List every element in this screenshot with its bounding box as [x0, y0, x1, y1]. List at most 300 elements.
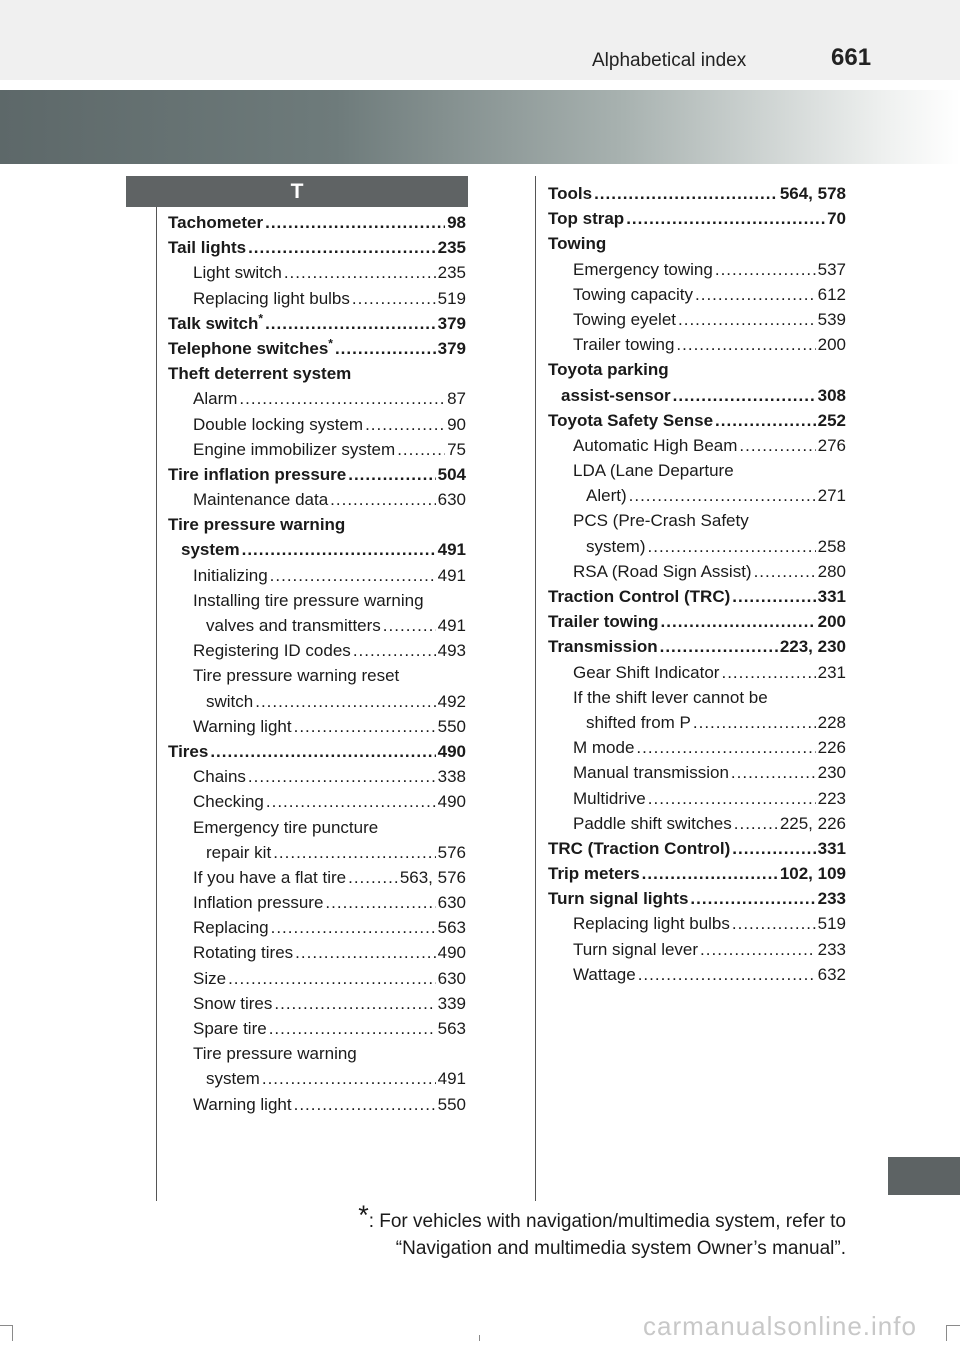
entry-term: [206, 613, 381, 638]
entry-term: [168, 462, 346, 487]
index-entry: [548, 383, 846, 408]
entry-page-ref: 537: [817, 259, 846, 279]
dot-leader: [295, 940, 435, 965]
entry-term-text: assist-sensor: [561, 385, 671, 405]
entry-term: [193, 714, 292, 739]
index-entry: [168, 235, 466, 260]
entry-page-ref: 308: [817, 385, 846, 405]
index-entry: [168, 613, 466, 638]
entry-term: [193, 437, 395, 462]
entry-term-text: M mode: [573, 738, 635, 758]
dot-leader: [325, 890, 435, 915]
entry-term: [168, 311, 263, 336]
index-entry: [168, 361, 466, 386]
entry-term-text: Multidrive: [573, 788, 646, 808]
entry-term-text: Paddle shift switches: [573, 813, 732, 833]
entry-term-text: Emergency towing: [573, 259, 713, 279]
entry-term: [573, 282, 693, 307]
dot-leader: [690, 886, 815, 911]
dot-leader: [294, 714, 436, 739]
dot-leader: [352, 286, 436, 311]
entry-page-ref: 490: [437, 741, 466, 761]
entry-term-text: Manual transmission: [573, 763, 729, 783]
entry-term: [206, 840, 271, 865]
entry-term: [193, 789, 264, 814]
dot-leader: [270, 563, 436, 588]
index-entry: [168, 311, 466, 336]
entry-term-text: Traction Control (TRC): [548, 587, 731, 606]
index-entry: [548, 937, 846, 962]
entry-term: [586, 534, 646, 559]
entry-page-ref: 563: [437, 918, 466, 938]
entry-term: [573, 458, 734, 483]
entry-term-text: Automatic High Beam: [573, 435, 738, 455]
entry-term: [548, 181, 592, 206]
entry-term-text: Tire inflation pressure: [168, 464, 347, 484]
entry-term: [193, 412, 363, 437]
entry-page-ref: 75: [447, 439, 466, 459]
dot-leader: [365, 412, 445, 437]
header-gradient-band: [0, 90, 960, 164]
dot-leader: [348, 462, 435, 487]
entry-term: [193, 386, 237, 411]
entry-term: [168, 235, 246, 260]
dot-leader: [731, 760, 816, 785]
index-entry: [168, 714, 466, 739]
entry-term: [573, 911, 730, 936]
entry-term: [193, 991, 272, 1016]
index-entry: [168, 1066, 466, 1091]
entry-term: [573, 257, 713, 282]
entry-term: [193, 890, 323, 915]
index-entry: [548, 786, 846, 811]
dot-leader: [734, 811, 778, 836]
dot-leader: [715, 408, 816, 433]
entry-term: [548, 609, 659, 634]
dot-leader: [732, 584, 815, 609]
entry-page-ref: 233: [817, 889, 846, 909]
index-entry: [168, 512, 466, 537]
entry-term-text: Size: [193, 968, 227, 988]
dot-leader: [284, 260, 436, 285]
entry-page-ref: 493: [437, 641, 466, 661]
entry-term-text: LDA (Lane Departure: [573, 461, 734, 481]
index-entry: [168, 991, 466, 1016]
crop-mark: [479, 1335, 480, 1341]
entry-term-text: Towing capacity: [573, 284, 694, 304]
index-entry: [168, 260, 466, 285]
entry-term: [548, 584, 730, 609]
index-entry: [168, 739, 466, 764]
thumb-tab-marker: [888, 1157, 960, 1195]
entry-term-text: PCS (Pre-Crash Safety: [573, 511, 749, 531]
entry-term-text: Turn signal lever: [573, 939, 699, 959]
entry-term-text: Replacing light bulbs: [193, 288, 350, 308]
entry-term: [548, 408, 713, 433]
entry-page-ref: 630: [437, 893, 466, 913]
entry-term-text: Towing eyelet: [573, 309, 677, 329]
entry-term: [193, 260, 282, 285]
dot-leader: [642, 861, 778, 886]
index-entry: [168, 336, 466, 361]
header-strip: [0, 0, 960, 80]
entry-term-text: Wattage: [573, 964, 636, 984]
entry-term-text: RSA (Road Sign Assist): [573, 561, 752, 581]
entry-term-text: Initializing: [193, 565, 268, 585]
entry-page-ref: 200: [817, 335, 846, 355]
dot-leader: [638, 962, 816, 987]
footnote-star: *: [358, 1200, 369, 1230]
entry-term: [193, 940, 293, 965]
entry-page-ref: 231: [817, 662, 846, 682]
index-entry: [548, 307, 846, 332]
entry-term: [573, 937, 698, 962]
dot-leader: [660, 634, 778, 659]
entry-page-ref: 331: [817, 587, 846, 606]
entry-page-ref: 98: [447, 213, 466, 232]
dot-leader: [732, 836, 815, 861]
entry-page-ref: 630: [437, 968, 466, 988]
index-entry: [548, 357, 846, 382]
entry-page-ref: 233: [817, 939, 846, 959]
entry-term: [193, 638, 351, 663]
entry-term-text: Tools: [548, 184, 593, 203]
dot-leader: [648, 534, 816, 559]
index-entry: [168, 663, 466, 688]
entry-term-text: Replacing: [193, 918, 269, 938]
entry-page-ref: 252: [817, 410, 846, 430]
entry-page-ref: 271: [817, 486, 846, 506]
entry-term: [193, 915, 269, 940]
entry-term-text: Chains: [193, 767, 246, 787]
index-entry: [168, 437, 466, 462]
entry-term-text: TRC (Traction Control): [548, 838, 731, 858]
entry-page-ref: 226: [817, 738, 846, 758]
entry-term-text: Telephone switches: [168, 338, 329, 358]
entry-term: [168, 361, 351, 386]
footnote-star-marker: *: [328, 336, 333, 351]
entry-term-text: Transmission: [548, 637, 658, 657]
dot-leader: [721, 660, 815, 685]
entry-page-ref: 491: [437, 616, 466, 635]
entry-page-ref: 223: [817, 788, 846, 808]
entry-term: [573, 760, 729, 785]
dot-leader: [262, 1066, 436, 1091]
dot-leader: [693, 710, 816, 735]
entry-page-ref: 225, 226: [779, 813, 846, 833]
entry-page-ref: 576: [437, 842, 466, 862]
entry-page-ref: 564, 578: [779, 184, 846, 203]
dot-leader: [239, 386, 445, 411]
dot-leader: [248, 235, 436, 260]
index-entry: [548, 483, 846, 508]
entry-page-ref: 550: [437, 716, 466, 736]
page-number: 661: [831, 44, 872, 71]
entry-term: [573, 786, 646, 811]
index-column-right: [548, 181, 846, 987]
entry-term: [548, 206, 624, 231]
entry-term-text: Trip meters: [548, 864, 640, 884]
entry-term: [193, 487, 328, 512]
entry-term: [573, 811, 732, 836]
entry-term-text: If you have a flat tire: [193, 867, 347, 887]
entry-term-text: Spare tire: [193, 1019, 267, 1038]
entry-term: [193, 286, 350, 311]
entry-term: [168, 512, 345, 537]
entry-term: [193, 764, 246, 789]
entry-term: [181, 537, 240, 562]
entry-term: [193, 1016, 267, 1041]
entry-term-text: valves and transmitters: [206, 616, 381, 635]
entry-term-text: Theft deterrent system: [168, 364, 352, 384]
index-entry: [168, 462, 466, 487]
index-entry: [168, 537, 466, 562]
entry-term: [548, 836, 730, 861]
dot-leader: [673, 383, 816, 408]
entry-term-text: Warning light: [193, 716, 292, 736]
entry-page-ref: 491: [437, 565, 466, 585]
index-entry: [548, 181, 846, 206]
crop-mark: [946, 1325, 947, 1341]
entry-term-text: Trailer towing: [548, 612, 659, 632]
entry-term: [573, 735, 634, 760]
entry-term-text: Toyota parking: [548, 360, 669, 380]
entry-page-ref: 519: [817, 914, 846, 934]
entry-page-ref: 379: [437, 338, 466, 358]
entry-term-text: Inflation pressure: [193, 893, 324, 913]
entry-term-text: Talk switch: [168, 313, 259, 333]
dot-leader: [732, 911, 816, 936]
entry-term: [193, 588, 424, 613]
dot-leader: [739, 433, 815, 458]
entry-term-text: system: [206, 1069, 260, 1089]
entry-term-text: If the shift lever cannot be: [573, 687, 768, 707]
entry-page-ref: 491: [437, 540, 466, 560]
entry-page-ref: 632: [817, 964, 846, 984]
entry-page-ref: 258: [817, 536, 846, 556]
entry-term: [573, 559, 752, 584]
index-entry: [548, 911, 846, 936]
index-entry: [548, 609, 846, 634]
entry-page-ref: 235: [437, 238, 466, 258]
index-entry: [548, 962, 846, 987]
index-entry: [168, 689, 466, 714]
dot-leader: [397, 437, 445, 462]
footnote-star-marker: *: [258, 311, 264, 326]
entry-page-ref: 228: [817, 712, 846, 732]
footnote-line-2: “Navigation and multimedia system Owner’s manual”.: [395, 1238, 846, 1259]
entry-term-text: Gear Shift Indicator: [573, 662, 720, 682]
index-entry: [548, 735, 846, 760]
entry-term: [168, 336, 333, 361]
dot-leader: [715, 257, 816, 282]
entry-term: [193, 1092, 292, 1117]
index-entry: [548, 584, 846, 609]
dot-leader: [330, 487, 435, 512]
entry-term: [193, 663, 399, 688]
section-letter-heading: T: [126, 176, 468, 207]
entry-term-text: Checking: [193, 792, 264, 812]
entry-page-ref: 490: [437, 943, 466, 963]
footnote: [300, 1202, 846, 1262]
entry-term-text: Alarm: [193, 389, 238, 409]
entry-term: [193, 563, 268, 588]
entry-term-text: Rotating tires: [193, 943, 294, 963]
entry-term-text: Tire pressure warning: [193, 1044, 357, 1064]
dot-leader: [335, 336, 436, 361]
dot-leader: [695, 282, 816, 307]
entry-term-text: Toyota Safety Sense: [548, 410, 714, 430]
entry-term-text: Alert): [586, 486, 627, 506]
entry-page-ref: 200: [817, 612, 846, 632]
index-entry: [168, 412, 466, 437]
entry-term-text: Trailer towing: [573, 335, 675, 355]
dot-leader: [626, 206, 825, 231]
dot-leader: [210, 739, 435, 764]
index-entry: [548, 710, 846, 735]
dot-leader: [266, 789, 436, 814]
dot-leader: [648, 786, 816, 811]
entry-term: [586, 710, 691, 735]
entry-term: [573, 307, 676, 332]
dot-leader: [353, 638, 436, 663]
entry-term-text: switch: [206, 691, 254, 711]
dot-leader: [678, 307, 816, 332]
index-entry: [548, 760, 846, 785]
entry-page-ref: 612: [817, 284, 846, 304]
index-entry: [168, 940, 466, 965]
index-entry: [168, 890, 466, 915]
dot-leader: [383, 613, 436, 638]
dot-leader: [228, 966, 436, 991]
entry-page-ref: 276: [817, 435, 846, 455]
index-entry: [168, 588, 466, 613]
entry-term-text: Installing tire pressure warning: [193, 590, 424, 610]
dot-leader: [594, 181, 778, 206]
index-entry: [168, 1016, 466, 1041]
index-entry: [548, 685, 846, 710]
dot-leader: [269, 1016, 436, 1041]
index-entry: [548, 836, 846, 861]
entry-term: [548, 634, 658, 659]
entry-term: [548, 357, 669, 382]
entry-term-text: system): [586, 536, 646, 556]
entry-page-ref: 563, 576: [399, 867, 466, 887]
index-entry: [548, 433, 846, 458]
index-entry: [168, 1092, 466, 1117]
entry-term-text: Emergency tire puncture: [193, 817, 379, 837]
index-entry: [168, 815, 466, 840]
entry-term-text: Top strap: [548, 209, 625, 229]
index-entry: [168, 286, 466, 311]
crop-mark: [947, 1325, 960, 1326]
index-entry: [548, 282, 846, 307]
dot-leader: [294, 1092, 436, 1117]
page-header-title: Alphabetical index: [592, 50, 747, 71]
entry-page-ref: 490: [437, 792, 466, 812]
entry-term: [193, 815, 378, 840]
entry-term-text: Warning light: [193, 1094, 292, 1114]
entry-term-text: Turn signal lights: [548, 889, 689, 909]
entry-term: [548, 886, 688, 911]
entry-term: [193, 865, 346, 890]
dot-leader: [629, 483, 816, 508]
dot-leader: [636, 735, 815, 760]
entry-term-text: Snow tires: [193, 993, 273, 1013]
index-entry: [548, 408, 846, 433]
entry-term: [573, 660, 719, 685]
watermark-text: carmanualsonline.info: [643, 1311, 917, 1341]
entry-page-ref: 70: [827, 209, 846, 229]
entry-term-text: Towing: [548, 234, 607, 254]
index-entry: [548, 660, 846, 685]
entry-page-ref: 630: [437, 490, 466, 510]
entry-term: [573, 433, 737, 458]
entry-term: [206, 689, 253, 714]
entry-page-ref: 235: [437, 263, 466, 283]
entry-page-ref: 339: [437, 993, 466, 1013]
entry-page-ref: 550: [437, 1094, 466, 1114]
entry-term: [168, 739, 208, 764]
dot-leader: [676, 332, 815, 357]
entry-page-ref: 539: [817, 309, 846, 329]
index-entry: [168, 915, 466, 940]
entry-page-ref: 492: [437, 691, 466, 711]
dot-leader: [700, 937, 816, 962]
index-entry: [168, 840, 466, 865]
column-divider: [535, 176, 536, 1201]
crop-mark: [0, 1325, 12, 1326]
index-entry: [168, 487, 466, 512]
dot-leader: [265, 311, 436, 336]
index-entry: [548, 257, 846, 282]
index-entry: [548, 534, 846, 559]
entry-page-ref: 504: [437, 464, 466, 484]
entry-page-ref: 338: [437, 767, 466, 787]
entry-term: [586, 483, 627, 508]
dot-leader: [754, 559, 816, 584]
entry-page-ref: 331: [817, 838, 846, 858]
entry-term: [573, 685, 768, 710]
index-entry: [548, 886, 846, 911]
entry-term-text: Replacing light bulbs: [573, 914, 730, 934]
index-entry: [548, 458, 846, 483]
dot-leader: [271, 915, 436, 940]
entry-term: [548, 861, 640, 886]
dot-leader: [348, 865, 398, 890]
entry-term: [168, 210, 263, 235]
index-entry: [168, 865, 466, 890]
index-entry: [548, 332, 846, 357]
dot-leader: [661, 609, 816, 634]
entry-page-ref: 87: [447, 389, 466, 409]
index-entry: [548, 559, 846, 584]
entry-term: [561, 383, 671, 408]
index-entry: [548, 811, 846, 836]
index-entry: [548, 508, 846, 533]
dot-leader: [274, 991, 435, 1016]
entry-term-text: Engine immobilizer system: [193, 439, 396, 459]
entry-term: [548, 231, 606, 256]
index-entry: [168, 966, 466, 991]
entry-term-text: Double locking system: [193, 414, 364, 434]
entry-term: [193, 966, 226, 991]
entry-page-ref: 563: [437, 1019, 466, 1038]
dot-leader: [273, 840, 435, 865]
crop-mark: [12, 1325, 13, 1341]
dot-leader: [265, 210, 445, 235]
entry-term-text: repair kit: [206, 842, 272, 862]
